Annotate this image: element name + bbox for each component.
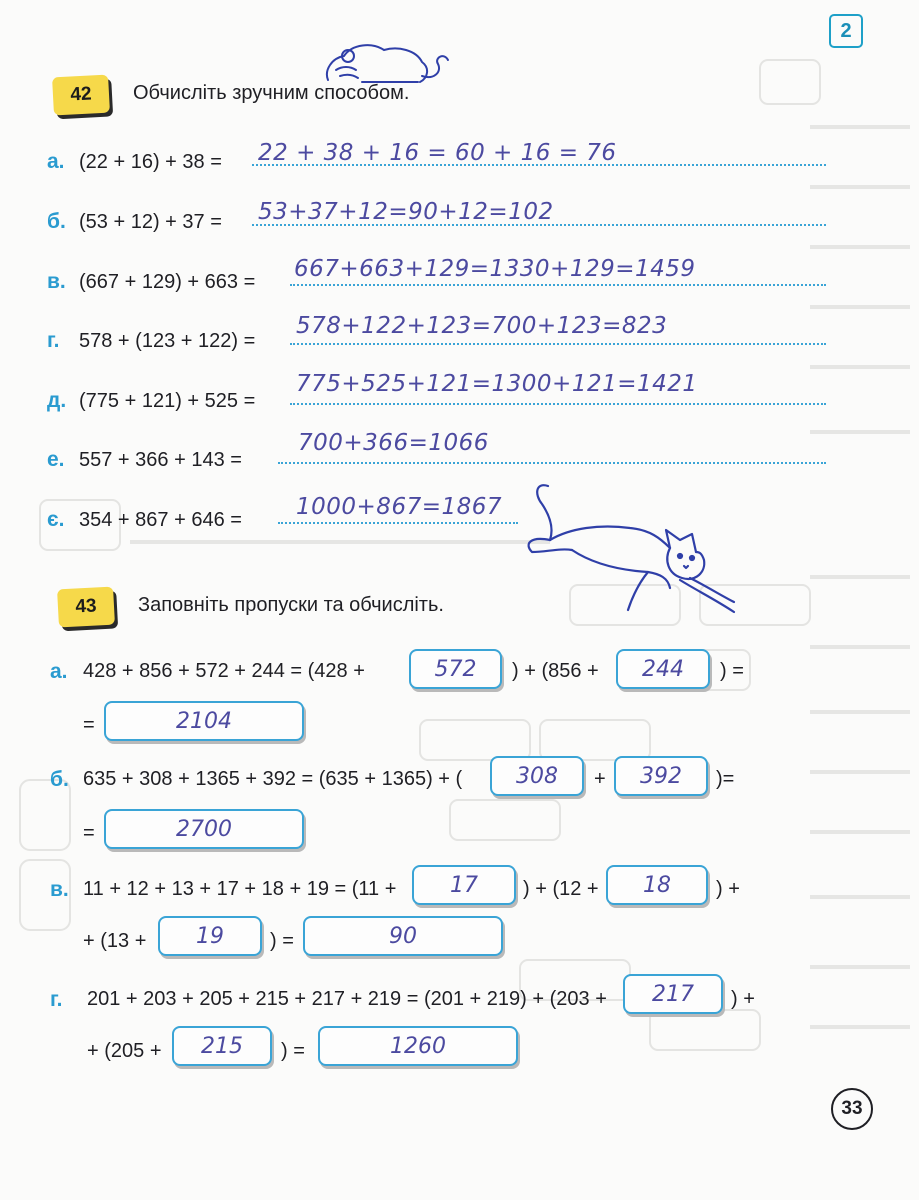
- row-expression: (53 + 12) + 37 =: [79, 211, 222, 233]
- answer-line: [278, 522, 518, 524]
- expression-part: 428 + 856 + 572 + 244 = (428 +: [83, 660, 365, 682]
- equals-sign: =: [83, 714, 95, 736]
- expression-part: ) =: [281, 1040, 305, 1062]
- row-expression: (667 + 129) + 663 =: [79, 271, 256, 293]
- answer-box[interactable]: 215: [172, 1026, 272, 1066]
- answer-line: [278, 462, 826, 464]
- row-expression: 557 + 366 + 143 =: [79, 449, 242, 471]
- result-box[interactable]: 2700: [104, 809, 304, 849]
- row-letter: в.: [50, 878, 69, 901]
- handwritten-answer[interactable]: 22 + 38 + 16 = 60 + 16 = 76: [258, 140, 617, 166]
- answer-line: [290, 343, 826, 345]
- answer-box[interactable]: 392: [614, 756, 708, 796]
- result-box[interactable]: 2104: [104, 701, 304, 741]
- page-number: 33: [831, 1088, 873, 1130]
- expression-part: ) +: [716, 878, 740, 900]
- answer-box[interactable]: 244: [616, 649, 710, 689]
- row-letter: в.: [47, 270, 66, 293]
- row-expression: 578 + (123 + 122) =: [79, 330, 256, 352]
- jumping-cat-illustration: [520, 478, 742, 620]
- row-expression: (775 + 121) + 525 =: [79, 390, 256, 412]
- task-number-badge-43: 43: [57, 587, 115, 628]
- expression-part: )=: [716, 768, 735, 790]
- answer-box[interactable]: 19: [158, 916, 262, 956]
- result-box[interactable]: 1260: [318, 1026, 518, 1066]
- corner-badge: 2: [829, 14, 863, 48]
- expression-part: ) + (12 +: [523, 878, 599, 900]
- row-expression: 354 + 867 + 646 =: [79, 509, 242, 531]
- task-number-badge-42: 42: [52, 75, 110, 116]
- answer-box[interactable]: 308: [490, 756, 584, 796]
- answer-box[interactable]: 18: [606, 865, 708, 905]
- expression-part: +: [594, 768, 606, 790]
- row-letter: е.: [47, 448, 65, 471]
- row-letter: г.: [50, 988, 63, 1011]
- row-letter: д.: [47, 389, 67, 412]
- row-letter: г.: [47, 329, 60, 352]
- expression-part: + (205 +: [87, 1040, 162, 1062]
- answer-line: [290, 403, 826, 405]
- expression-part: 635 + 308 + 1365 + 392 = (635 + 1365) + (: [83, 768, 463, 790]
- expression-part: + (13 +: [83, 930, 147, 952]
- handwritten-answer[interactable]: 53+37+12=90+12=102: [258, 199, 554, 225]
- row-expression: (22 + 16) + 38 =: [79, 151, 222, 173]
- row-letter: б.: [50, 768, 69, 791]
- answer-box[interactable]: 217: [623, 974, 723, 1014]
- handwritten-answer[interactable]: 667+663+129=1330+129=1459: [294, 256, 696, 282]
- task-42-title: Обчисліть зручним способом.: [133, 82, 410, 104]
- handwritten-answer[interactable]: 1000+867=1867: [296, 494, 503, 520]
- expression-part: ) +: [731, 988, 755, 1010]
- expression-part: ) + (856 +: [512, 660, 599, 682]
- handwritten-answer[interactable]: 775+525+121=1300+121=1421: [296, 371, 698, 397]
- answer-box[interactable]: 572: [409, 649, 502, 689]
- equals-sign: =: [83, 822, 95, 844]
- expression-part: 201 + 203 + 205 + 215 + 217 + 219 = (201 + 219) + (203 +: [87, 988, 607, 1010]
- task-43-title: Заповніть пропуски та обчисліть.: [138, 594, 444, 616]
- answer-box[interactable]: 17: [412, 865, 516, 905]
- row-letter: є.: [47, 508, 65, 531]
- expression-part: ) =: [720, 660, 744, 682]
- handwritten-answer[interactable]: 578+122+123=700+123=823: [296, 313, 668, 339]
- row-letter: а.: [47, 150, 65, 173]
- expression-part: 11 + 12 + 13 + 17 + 18 + 19 = (11 +: [83, 878, 397, 900]
- row-letter: а.: [50, 660, 68, 683]
- row-letter: б.: [47, 210, 66, 233]
- answer-line: [290, 284, 826, 286]
- handwritten-answer[interactable]: 700+366=1066: [298, 430, 489, 456]
- expression-part: ) =: [270, 930, 294, 952]
- sleeping-mouse-illustration: [322, 40, 452, 88]
- result-box[interactable]: 90: [303, 916, 503, 956]
